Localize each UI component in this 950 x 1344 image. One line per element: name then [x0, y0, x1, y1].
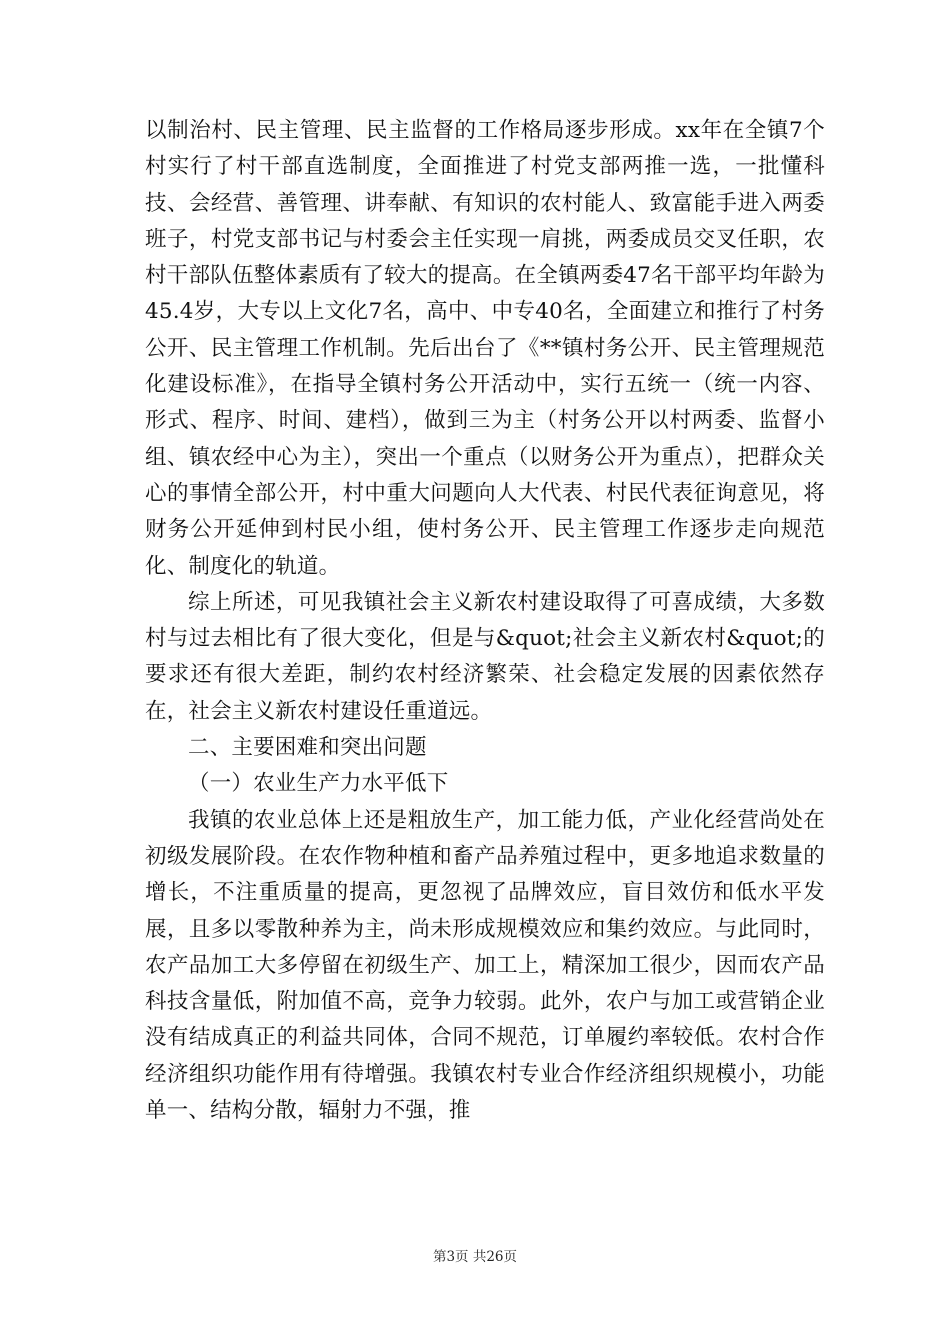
section-heading-main-difficulties: 二、主要困难和突出问题 [188, 735, 427, 761]
paragraph-summary: 综上所述，可见我镇社会主义新农村建设取得了可喜成绩，大多数村与过去相比有了很大变化，但是与&quot;社会主义新农村&quot;的要求还有很大差距，制约农村经济繁荣、社会稳定发展的因素依然存在，社会主义新农村建设任重道远。 [145, 589, 825, 724]
page-number-footer [0, 1245, 950, 1265]
document-body [145, 113, 825, 1129]
subsection-heading-low-productivity: （一）农业生产力水平低下 [188, 771, 449, 797]
footer-current-page: 3 [446, 1249, 456, 1265]
paragraph-village-governance: 以制治村、民主管理、民主监督的工作格局逐步形成。xx年在全镇7个村实行了村干部直选制度，全面推进了村党支部两推一选，一批懂科技、会经营、善管理、讲奉献、有知识的农村能人、致富能手进入两委班子，村党支部书记与村委会主任实现一肩挑，两委成员交叉任职，农村干部队伍整体素质有了较大的提高。在全镇两委47名干部平均年龄为45.4岁，大专以上文化7名，高中、中专40名，全面建立和推行了村务公开、民主管理工作机制。先后出台了《**镇村务公开、民主管理规范化建设标准》，在指导全镇村务公开活动中，实行五统一（统一内容、形式、程序、时间、建档），做到三为主（村务公开以村两委、监督小组、镇农经中心为主），突出一个重点（以财务公开为重点），把群众关心的事情全部公开，村中重大问题向人大代表、村民代表征询意见，将财务公开延伸到村民小组，使村务公开、民主管理工作逐步走向规范化、制度化的轨道。 [145, 118, 825, 579]
footer-suffix: 页 [503, 1249, 518, 1265]
paragraph-agriculture: 我镇的农业总体上还是粗放生产，加工能力低，产业化经营尚处在初级发展阶段。在农作物种植和畜产品养殖过程中，更多地追求数量的增长，不注重质量的提高，更忽视了品牌效应，盲目效仿和低水平发展，且多以零散种养为主，尚未形成规模效应和集约效应。与此同时，农产品加工大多停留在初级生产、加工上，精深加工很少，因而农产品科技含量低，附加值不高，竞争力较弱。此外，农户与加工或营销企业没有结成真正的利益共同体，合同不规范，订单履约率较低。农村合作经济组织功能作用有待增强。我镇农村专业合作经济组织规模小，功能单一、结构分散，辐射力不强，推 [145, 807, 825, 1124]
footer-middle: 页 共 [455, 1249, 487, 1265]
footer-total-pages: 26 [486, 1249, 504, 1265]
footer-prefix: 第 [432, 1249, 447, 1265]
